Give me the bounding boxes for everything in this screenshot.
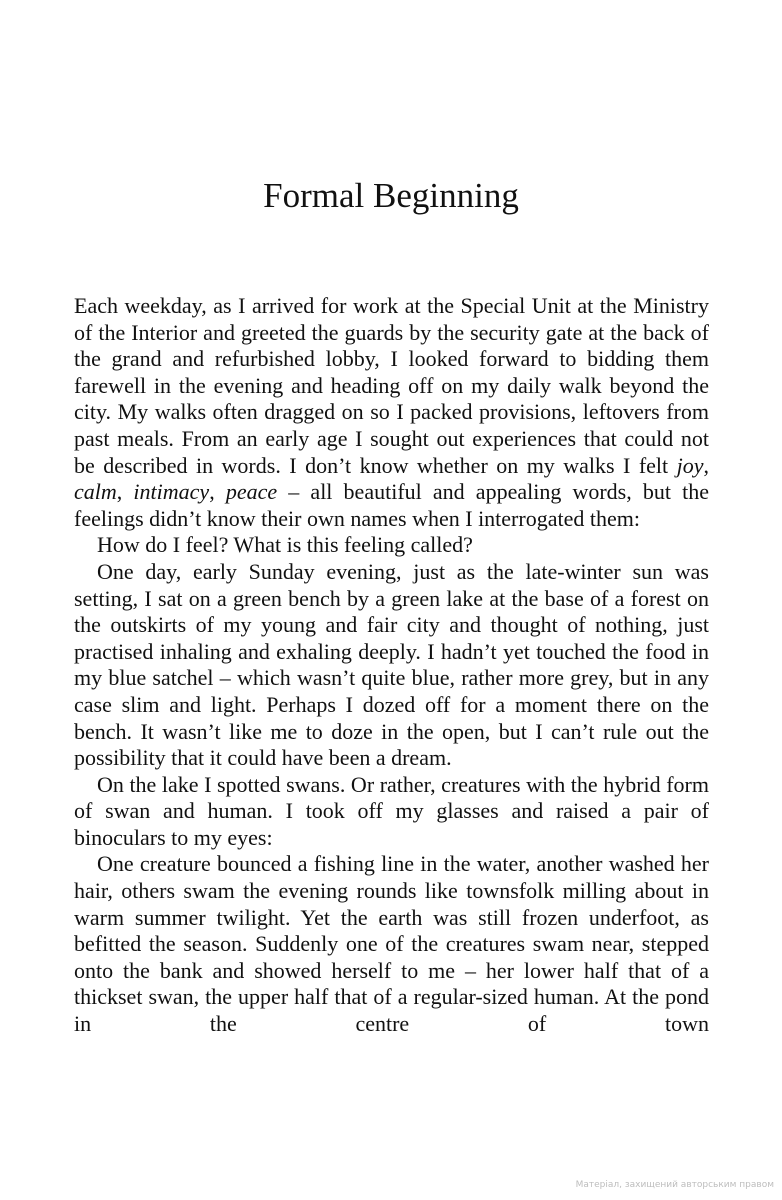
paragraph-4: On the lake I spotted swans. Or rather, creatures with the hybrid form of swan and human. I took off my glasses and raised a pair of binoculars to my eyes: xyxy=(74,771,709,850)
separator: , xyxy=(209,479,226,505)
separator: , xyxy=(703,452,709,478)
italic-word-calm: calm xyxy=(74,479,117,505)
paragraph-1 xyxy=(74,293,709,532)
paragraph-2: How do I feel? What is this feeling called? xyxy=(97,532,473,558)
paragraph-1-continuation: – all beautiful and appealing words, but the feelings didn’t know their own names when I interrogated them: xyxy=(74,479,710,531)
separator: , xyxy=(116,479,134,505)
body-text xyxy=(74,293,709,1038)
chapter-title: Formal Beginning xyxy=(263,176,519,215)
paragraph-5: One creature bounced a fishing line in the water, another washed her hair, others swam the evening rounds like townsfolk milling about in warm summer twilight. Yet the earth was still frozen underfoot, as befitted the season. Suddenly one of the creatures swam near, stepped onto the bank and showed herself to me – her lower half that of a thickset swan, the upper half that of a regular-sized human. At the pond in the centre of town xyxy=(74,851,709,1037)
italic-word-joy: joy xyxy=(676,452,704,478)
paragraph-3: One day, early Sunday evening, just as the late-winter sun was setting, I sat on a green bench by a green lake at the base of a forest on the outskirts of my young and fair city and thought of nothing, just practised inhaling and exhaling deeply. I hadn’t yet touched the food in my blue satchel – which wasn’t quite blue, rather more grey, but in any case slim and light. Perhaps I dozed off for a moment there on the bench. It wasn’t like me to doze in the open, but I can’t rule out the possibility that it could have been a dream. xyxy=(74,558,709,771)
italic-word-intimacy: intimacy xyxy=(133,479,210,505)
copyright-watermark: Матеріал, захищений авторським правом xyxy=(575,1180,774,1190)
paragraph-1-text: Each weekday, as I arrived for work at the Special Unit at the Ministry of the Interior and greeted the guards by the security gate at the back of the grand and refurbished lobby, I looked forward to bidding them farewell in the evening and heading off on my daily walk beyond the city. My walks often dragged on so I packed provisions, leftovers from past meals. From an early age I sought out experiences that could not be described in words. I don’t know whether on my walks I felt xyxy=(74,293,709,478)
italic-word-peace: peace xyxy=(225,479,278,505)
